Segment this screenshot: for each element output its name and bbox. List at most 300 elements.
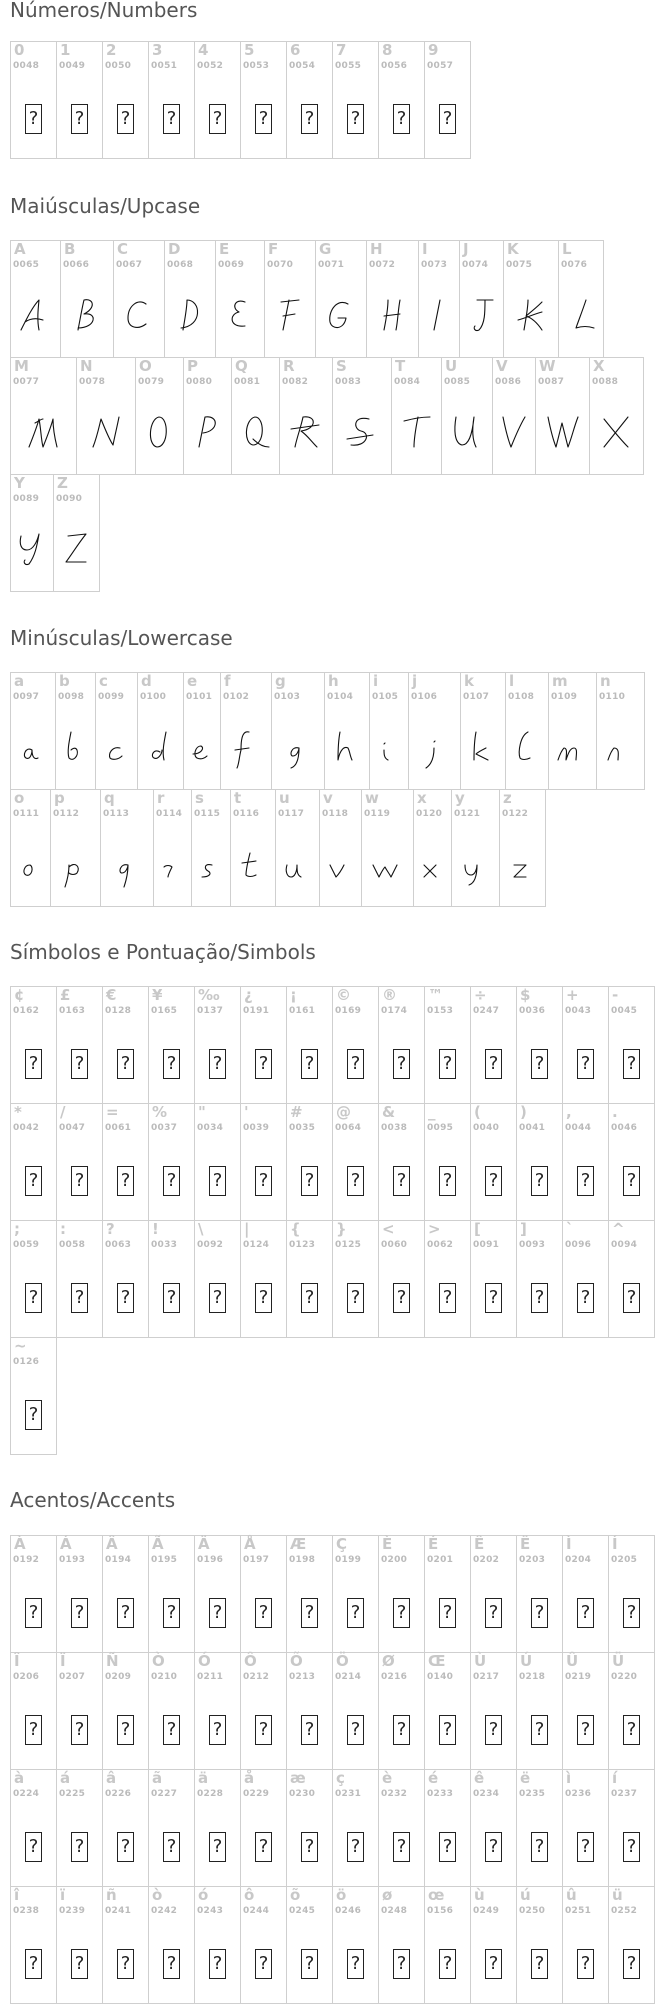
- glyph-preview: [471, 1142, 516, 1220]
- glyph-preview: [287, 1142, 332, 1220]
- glyph-preview: [101, 828, 153, 906]
- glyph-code: 0077: [13, 377, 40, 387]
- glyph-character: %: [152, 1103, 168, 1121]
- glyph-code: 0243: [197, 1906, 224, 1916]
- glyph-preview: [11, 396, 76, 474]
- glyph-character: Ù: [474, 1652, 487, 1670]
- glyph-code: 0246: [335, 1906, 362, 1916]
- glyph-preview: [51, 828, 100, 906]
- glyph-cell-0217: [470, 1652, 517, 1770]
- glyph-code: 0247: [473, 1006, 500, 1016]
- missing-glyph-box: ?: [531, 1166, 548, 1196]
- glyph-preview: [425, 1808, 470, 1886]
- glyph-preview: [136, 396, 183, 474]
- glyph-code: 0213: [289, 1672, 316, 1682]
- glyph-cell-0044: [562, 1103, 609, 1221]
- glyph-preview: [165, 279, 215, 357]
- missing-glyph-box: ?: [485, 1049, 502, 1079]
- glyph-cell-0037: [148, 1103, 195, 1221]
- glyph-cell-0105: [369, 672, 409, 790]
- missing-glyph-box: ?: [623, 1049, 640, 1079]
- glyph-preview: [409, 711, 460, 789]
- glyph-preview: [195, 1808, 240, 1886]
- missing-glyph-box: ?: [439, 1283, 456, 1313]
- glyph-code: 0118: [322, 809, 349, 819]
- glyph-cell-0085: [441, 357, 493, 475]
- glyph-character: s: [195, 789, 204, 807]
- missing-glyph-box: ?: [531, 1283, 548, 1313]
- glyph-code: 0195: [151, 1555, 178, 1565]
- script-glyph-stroke: [519, 732, 530, 760]
- missing-glyph-box: ?: [255, 1049, 272, 1079]
- glyph-cell-0224: [10, 1769, 57, 1887]
- missing-glyph-box: ?: [347, 1166, 364, 1196]
- glyph-preview: [461, 711, 505, 789]
- glyph-character: c: [99, 672, 108, 690]
- glyph-character: 3: [152, 41, 163, 59]
- missing-glyph-box: ?: [25, 1049, 42, 1079]
- glyph-character: à: [14, 1769, 25, 1787]
- glyph-cell-0209: [102, 1652, 149, 1770]
- glyph-character: Ì: [566, 1535, 572, 1553]
- glyph-character: 2: [106, 41, 117, 59]
- glyph-code: 0121: [454, 809, 481, 819]
- glyph-cell-0174: [378, 986, 425, 1104]
- glyph-cell-0116: [230, 789, 276, 907]
- glyph-preview: [425, 1025, 470, 1103]
- script-glyph-stroke: [65, 865, 78, 887]
- glyph-cell-0124: [240, 1220, 287, 1338]
- script-glyph-d: [142, 728, 180, 772]
- section-title-numbers: Números/Numbers: [10, 0, 198, 22]
- glyph-character: /: [60, 1103, 66, 1121]
- glyph-cell-0035: [286, 1103, 333, 1221]
- glyph-code: 0048: [13, 61, 40, 71]
- script-glyph-stroke: [424, 865, 436, 877]
- glyph-character: ì: [566, 1769, 572, 1787]
- glyph-character: &: [382, 1103, 396, 1121]
- missing-glyph-box: ?: [209, 1832, 226, 1862]
- script-glyph-i: [370, 728, 408, 772]
- script-glyph-stroke: [465, 865, 477, 885]
- glyph-character: -: [612, 986, 619, 1004]
- glyph-code: 0239: [59, 1906, 86, 1916]
- glyph-character: Ä: [198, 1535, 210, 1553]
- glyph-preview: [221, 711, 271, 789]
- glyph-cell-0111: [10, 789, 51, 907]
- glyph-cell-0069: [215, 240, 265, 358]
- glyph-character: ^: [612, 1220, 625, 1238]
- glyph-character: K: [507, 240, 519, 258]
- glyph-character: ø: [382, 1886, 393, 1904]
- glyph-character: b: [59, 672, 70, 690]
- glyph-character: `: [566, 1220, 574, 1238]
- glyph-code: 0107: [463, 692, 490, 702]
- script-glyph-Z: [58, 530, 96, 574]
- glyph-preview: [11, 1574, 56, 1652]
- glyph-character: !: [152, 1220, 159, 1238]
- glyph-preview: [517, 1925, 562, 2003]
- glyph-code: 0044: [565, 1123, 592, 1133]
- glyph-character: y: [455, 789, 465, 807]
- glyph-code: 0122: [502, 809, 529, 819]
- missing-glyph-box: ?: [117, 104, 134, 134]
- glyph-preview: [11, 513, 53, 591]
- missing-glyph-box: ?: [347, 1715, 364, 1745]
- glyph-preview: [563, 1691, 608, 1769]
- script-glyph-j: [416, 728, 454, 772]
- missing-glyph-box: ?: [163, 1049, 180, 1079]
- glyph-cell-0216: [378, 1652, 425, 1770]
- glyph-preview: [241, 1025, 286, 1103]
- glyph-cell-0063: [102, 1220, 149, 1338]
- script-glyph-C: [120, 296, 158, 340]
- glyph-cell-0096: [562, 1220, 609, 1338]
- glyph-character: j: [412, 672, 418, 690]
- glyph-cell-0226: [102, 1769, 149, 1887]
- missing-glyph-box: ?: [623, 1283, 640, 1313]
- script-glyph-stroke: [181, 300, 198, 330]
- glyph-character: 1: [60, 41, 71, 59]
- glyph-preview: [11, 1925, 56, 2003]
- glyph-code: 0042: [13, 1123, 40, 1133]
- glyph-character: 0: [14, 41, 25, 59]
- glyph-code: 0200: [381, 1555, 408, 1565]
- missing-glyph-box: ?: [301, 1283, 318, 1313]
- script-glyph-M: [25, 413, 63, 457]
- glyph-character: R: [283, 357, 295, 375]
- glyph-code: 0065: [13, 260, 40, 270]
- glyph-preview: [609, 1142, 654, 1220]
- script-glyph-stroke: [373, 865, 397, 877]
- script-glyph-x: [414, 845, 452, 889]
- glyph-code: 0039: [243, 1123, 270, 1133]
- glyph-preview: [57, 1574, 102, 1652]
- glyph-cell-0205: [608, 1535, 655, 1653]
- glyph-preview: [11, 1376, 56, 1454]
- glyph-code: 0051: [151, 61, 178, 71]
- glyph-cell-0243: [194, 1886, 241, 2004]
- glyph-preview: [316, 279, 366, 357]
- missing-glyph-box: ?: [347, 1598, 364, 1628]
- glyph-preview: [149, 1259, 194, 1337]
- glyph-preview: [276, 828, 319, 906]
- glyph-cell-0121: [451, 789, 500, 907]
- missing-glyph-box: ?: [301, 1832, 318, 1862]
- glyph-character: Ë: [520, 1535, 531, 1553]
- glyph-character: D: [168, 240, 181, 258]
- glyph-preview: [425, 1574, 470, 1652]
- glyph-code: 0207: [59, 1672, 86, 1682]
- missing-glyph-box: ?: [485, 1715, 502, 1745]
- glyph-character: ]: [520, 1220, 527, 1238]
- glyph-preview: [195, 80, 240, 158]
- missing-glyph-box: ?: [393, 1949, 410, 1979]
- glyph-preview: [241, 1925, 286, 2003]
- glyph-character: P: [187, 357, 198, 375]
- missing-glyph-box: ?: [577, 1949, 594, 1979]
- glyph-character: i: [373, 672, 379, 690]
- missing-glyph-box: ?: [485, 1166, 502, 1196]
- script-glyph-stroke: [518, 300, 542, 330]
- script-glyph-stroke: [347, 418, 373, 445]
- glyph-preview: [287, 80, 332, 158]
- glyph-character: é: [428, 1769, 439, 1787]
- glyph-code: 0197: [243, 1555, 270, 1565]
- glyph-preview: [452, 828, 499, 906]
- glyph-character: 7: [336, 41, 347, 59]
- script-glyph-v: [322, 845, 360, 889]
- glyph-preview: [154, 828, 191, 906]
- glyph-cell-0086: [492, 357, 536, 475]
- glyph-code: 0162: [13, 1006, 40, 1016]
- glyph-character: m: [552, 672, 568, 690]
- script-glyph-N: [87, 413, 125, 457]
- missing-glyph-box: ?: [117, 1049, 134, 1079]
- glyph-code: 0229: [243, 1789, 270, 1799]
- missing-glyph-box: ?: [25, 104, 42, 134]
- script-glyph-p: [57, 845, 95, 889]
- glyph-cell-0218: [516, 1652, 563, 1770]
- script-glyph-F: [271, 296, 309, 340]
- glyph-cell-0206: [10, 1652, 57, 1770]
- glyph-preview: [471, 1925, 516, 2003]
- glyph-preview: [287, 1925, 332, 2003]
- glyph-preview: [149, 80, 194, 158]
- glyph-preview: [103, 1259, 148, 1337]
- glyph-code: 0094: [611, 1240, 638, 1250]
- glyph-preview: [471, 1574, 516, 1652]
- script-glyph-h: [328, 728, 366, 772]
- glyph-cell-0081: [231, 357, 280, 475]
- glyph-cell-0239: [56, 1886, 103, 2004]
- glyph-code: 0137: [197, 1006, 224, 1016]
- glyph-preview: [54, 513, 99, 591]
- script-glyph-J: [463, 296, 501, 340]
- script-glyph-k: [464, 728, 502, 772]
- glyph-cell-0193: [56, 1535, 103, 1653]
- glyph-code: 0110: [599, 692, 626, 702]
- script-glyph-stroke: [68, 732, 77, 759]
- glyph-character: Î: [14, 1652, 20, 1670]
- glyph-code: 0217: [473, 1672, 500, 1682]
- glyph-cell-0236: [562, 1769, 609, 1887]
- glyph-character: Õ: [290, 1652, 303, 1670]
- script-glyph-H: [374, 296, 412, 340]
- glyph-preview: [56, 711, 95, 789]
- glyph-cell-0219: [562, 1652, 609, 1770]
- missing-glyph-box: ?: [209, 1049, 226, 1079]
- glyph-character: V: [496, 357, 508, 375]
- glyph-code: 0206: [13, 1672, 40, 1682]
- glyph-character: S: [336, 357, 347, 375]
- glyph-preview: [232, 396, 279, 474]
- glyph-cell-0094: [608, 1220, 655, 1338]
- missing-glyph-box: ?: [577, 1049, 594, 1079]
- glyph-cell-0075: [503, 240, 559, 358]
- glyph-code: 0115: [194, 809, 221, 819]
- glyph-character: g: [275, 672, 286, 690]
- script-glyph-stroke: [338, 732, 352, 760]
- glyph-code: 0237: [611, 1789, 638, 1799]
- glyph-character: Á: [60, 1535, 72, 1553]
- glyph-cell-0076: [558, 240, 604, 358]
- glyph-cell-0196: [194, 1535, 241, 1653]
- glyph-character: t: [234, 789, 242, 807]
- glyph-code: 0078: [79, 377, 106, 387]
- glyph-code: 0082: [282, 377, 309, 387]
- glyph-code: 0238: [13, 1906, 40, 1916]
- glyph-cell-0034: [194, 1103, 241, 1221]
- glyph-cell-0233: [424, 1769, 471, 1887]
- glyph-preview: [370, 711, 408, 789]
- glyph-cell-0088: [589, 357, 644, 475]
- script-glyph-q: [108, 845, 146, 889]
- script-glyph-o: [12, 845, 50, 889]
- glyph-preview: [96, 711, 137, 789]
- glyph-character: â: [106, 1769, 117, 1787]
- glyph-cell-0199: [332, 1535, 379, 1653]
- glyph-cell-0106: [408, 672, 461, 790]
- script-glyph-stroke: [404, 417, 430, 447]
- glyph-cell-0104: [324, 672, 370, 790]
- glyph-preview: [103, 1808, 148, 1886]
- glyph-character: Ô: [244, 1652, 257, 1670]
- glyph-code: 0161: [289, 1006, 316, 1016]
- glyph-preview: [287, 1691, 332, 1769]
- glyph-preview: [61, 279, 113, 357]
- script-glyph-stroke: [330, 865, 344, 877]
- glyph-code: 0033: [151, 1240, 178, 1250]
- glyph-code: 0191: [243, 1006, 270, 1016]
- glyph-cell-0090: [53, 474, 100, 592]
- glyph-cell-0234: [470, 1769, 517, 1887]
- glyph-character: I: [422, 240, 428, 258]
- glyph-preview: [563, 1808, 608, 1886]
- glyph-character: 6: [290, 41, 301, 59]
- glyph-preview: [367, 279, 418, 357]
- missing-glyph-box: ?: [347, 1283, 364, 1313]
- glyph-cell-0068: [164, 240, 216, 358]
- glyph-preview: [149, 1025, 194, 1103]
- glyph-character: p: [54, 789, 65, 807]
- glyph-character: ç: [336, 1769, 345, 1787]
- script-glyph-n: [602, 728, 640, 772]
- glyph-preview: [57, 1025, 102, 1103]
- glyph-character: w: [365, 789, 379, 807]
- glyph-character: +: [566, 986, 579, 1004]
- glyph-cell-0093: [516, 1220, 563, 1338]
- glyph-character: Z: [57, 474, 68, 492]
- glyph-character: ': [244, 1103, 249, 1121]
- glyph-code: 0040: [473, 1123, 500, 1133]
- glyph-code: 0242: [151, 1906, 178, 1916]
- glyph-character: z: [503, 789, 512, 807]
- glyph-character: $: [520, 986, 531, 1004]
- missing-glyph-box: ?: [71, 1283, 88, 1313]
- glyph-cell-0220: [608, 1652, 655, 1770]
- glyph-code: 0209: [105, 1672, 132, 1682]
- missing-glyph-box: ?: [209, 1598, 226, 1628]
- glyph-preview: [195, 1025, 240, 1103]
- glyph-cell-0098: [55, 672, 96, 790]
- glyph-preview: [241, 1142, 286, 1220]
- missing-glyph-box: ?: [485, 1832, 502, 1862]
- glyph-cell-0059: [10, 1220, 57, 1338]
- glyph-code: 0055: [335, 61, 362, 71]
- glyph-character: #: [290, 1103, 303, 1121]
- glyph-code: 0249: [473, 1906, 500, 1916]
- missing-glyph-box: ?: [577, 1283, 594, 1313]
- glyph-character: å: [244, 1769, 255, 1787]
- glyph-character: {: [290, 1220, 301, 1238]
- script-glyph-u: [279, 845, 317, 889]
- glyph-preview: [195, 1691, 240, 1769]
- glyph-character: Â: [106, 1535, 118, 1553]
- glyph-cell-0201: [424, 1535, 471, 1653]
- glyph-code: 0070: [267, 260, 294, 270]
- glyph-code: 0101: [186, 692, 213, 702]
- glyph-code: 0112: [53, 809, 80, 819]
- glyph-code: 0153: [427, 1006, 454, 1016]
- missing-glyph-box: ?: [439, 1715, 456, 1745]
- script-glyph-stroke: [199, 417, 215, 447]
- glyph-character: H: [370, 240, 383, 258]
- glyph-code: 0120: [416, 809, 443, 819]
- glyph-preview: [563, 1142, 608, 1220]
- script-glyph-z: [504, 845, 542, 889]
- script-glyph-Q: [237, 413, 275, 457]
- glyph-character: õ: [290, 1886, 301, 1904]
- missing-glyph-box: ?: [439, 1949, 456, 1979]
- glyph-code: 0066: [63, 260, 90, 270]
- glyph-character: Ç: [336, 1535, 348, 1553]
- glyph-preview: [11, 1808, 56, 1886]
- glyph-code: 0156: [427, 1906, 454, 1916]
- glyph-code: 0074: [462, 260, 489, 270]
- glyph-code: 0093: [519, 1240, 546, 1250]
- missing-glyph-box: ?: [117, 1598, 134, 1628]
- glyph-preview: [325, 711, 369, 789]
- glyph-cell-0101: [183, 672, 221, 790]
- glyph-code: 0248: [381, 1906, 408, 1916]
- missing-glyph-box: ?: [163, 1832, 180, 1862]
- glyph-code: 0194: [105, 1555, 132, 1565]
- glyph-code: 0052: [197, 61, 224, 71]
- glyph-preview: [195, 1925, 240, 2003]
- glyph-code: 0224: [13, 1789, 40, 1799]
- script-glyph-stroke: [604, 417, 628, 447]
- glyph-code: 0163: [59, 1006, 86, 1016]
- glyph-cell-0237: [608, 1769, 655, 1887]
- missing-glyph-box: ?: [393, 104, 410, 134]
- glyph-code: 0210: [151, 1672, 178, 1682]
- glyph-preview: [609, 1808, 654, 1886]
- glyph-cell-0078: [76, 357, 136, 475]
- missing-glyph-box: ?: [577, 1166, 594, 1196]
- glyph-character: ä: [198, 1769, 209, 1787]
- glyph-character: É: [428, 1535, 439, 1553]
- glyph-code: 0087: [538, 377, 565, 387]
- missing-glyph-box: ?: [255, 1949, 272, 1979]
- script-glyph-t: [234, 845, 272, 889]
- glyph-character: á: [60, 1769, 71, 1787]
- glyph-code: 0059: [13, 1240, 40, 1250]
- script-glyph-stroke: [235, 732, 249, 768]
- script-glyph-s: [192, 845, 230, 889]
- glyph-preview: [460, 279, 503, 357]
- script-glyph-stroke: [120, 865, 128, 887]
